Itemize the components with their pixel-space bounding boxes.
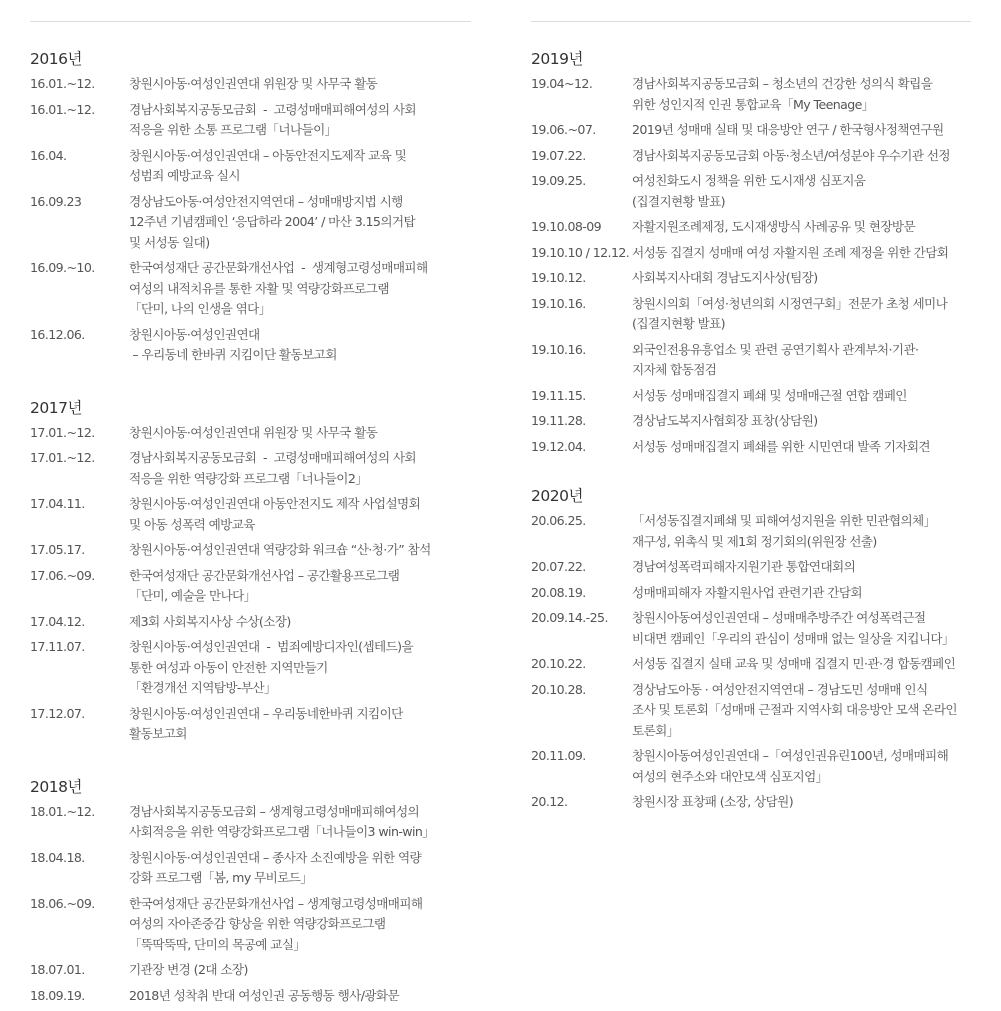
entry-description: [632, 792, 971, 813]
top-divider: [30, 21, 471, 22]
entry-line: 창원시아동·여성인권연대 – 우리동네한바퀴 지킴이단: [129, 705, 403, 721]
entry-line: 사회복지사대회 경남도지사상(팀장): [632, 270, 818, 285]
timeline-entry: [30, 448, 471, 489]
entry-description: [129, 704, 471, 745]
entry-description: [632, 583, 971, 604]
timeline-entry: [30, 146, 471, 187]
entry-line: 창원시의회「여성·청년의회 시정연구회」전문가 초청 세미나: [632, 295, 948, 311]
timeline-entry: [531, 268, 971, 289]
year-section: [30, 48, 471, 366]
entry-line: 제3회 사회복지사상 수상(소장): [129, 613, 291, 629]
entry-date: 19.04~12.: [531, 76, 593, 91]
entry-description: [129, 494, 471, 535]
entry-date: 17.01.~12.: [30, 424, 95, 440]
entry-date: 16.09.23: [30, 193, 82, 209]
entry-line: 적응을 위한 소통 프로그램「너나들이」: [129, 122, 337, 137]
entry-line: 「서성동집결지폐쇄 및 피해여성지원을 위한 민관협의체」: [632, 513, 936, 528]
entry-date: 19.10.16.: [531, 295, 586, 311]
entry-line: 여성의 자아존중감 향상을 위한 역량강화프로그램: [129, 916, 386, 931]
entry-line: 경상남도아동 · 여성안전지역연대 – 경남도민 성매매 인식: [632, 681, 928, 697]
timeline-entry: [531, 386, 971, 407]
entry-date: 17.06.~09.: [30, 567, 95, 583]
entry-description: [632, 243, 971, 264]
entry-line: 창원시아동·여성인권연대 – 종사자 소진예방을 위한 역량: [129, 849, 422, 865]
timeline-entry: [30, 802, 471, 843]
entry-line: 창원시아동여성인권연대 – 성매매추방주간 여성폭력근절: [632, 610, 926, 625]
entry-line: 자활지원조례제정, 도시재생방식 사례공유 및 현장방문: [632, 219, 916, 234]
entry-line: 「단미, 나의 인생을 엮다」: [129, 301, 271, 316]
history-column-left: [30, 0, 471, 1011]
entry-description: [129, 146, 471, 187]
entry-description: [129, 540, 471, 561]
entry-description: [632, 217, 971, 238]
year-heading: 2017년: [30, 398, 82, 417]
entry-date: 20.09.14.-25.: [531, 610, 608, 625]
entry-line: 통한 여성과 아동이 안전한 지역만들기: [129, 659, 328, 675]
entry-date: 18.01.~12.: [30, 803, 95, 819]
timeline-list: [30, 423, 471, 745]
entry-description: [632, 146, 971, 167]
entry-line: 창원시아동·여성인권연대 위원장 및 사무국 활동: [129, 76, 378, 91]
timeline-list: [531, 511, 971, 813]
timeline-entry: [30, 325, 471, 366]
entry-description: [632, 680, 971, 742]
entry-line: 경남사회복지공동모금회 아동·청소년/여성분야 우수기관 선정: [632, 147, 950, 163]
entry-description: [632, 746, 971, 787]
history-column-right: [531, 0, 971, 818]
entry-date: 20.11.09.: [531, 748, 586, 763]
entry-line: 성범죄 예방교육 실시: [129, 168, 240, 183]
entry-line: (집결지현황 발표): [632, 316, 725, 331]
entry-line: 한국여성재단 공간문화개선사업 – 공간활용프로그램: [129, 567, 400, 583]
timeline-entry: [30, 612, 471, 633]
timeline-entry: [531, 171, 971, 212]
timeline-entry: [30, 192, 471, 254]
entry-line: 창원시아동·여성인권연대 - 범죄예방디자인(셉테드)을: [129, 639, 414, 654]
entry-description: [129, 637, 471, 699]
entry-description: [129, 612, 471, 633]
entry-description: [632, 386, 971, 407]
entry-line: 창원시아동·여성인권연대 역량강화 워크숍 “산·청·가” 참석: [129, 542, 431, 557]
timeline-entry: [531, 583, 971, 604]
entry-line: 경상남도복지사협회장 표창(상담원): [632, 413, 818, 428]
entry-line: 토론회」: [632, 722, 679, 738]
entry-line: 경남사회복지공동모금회 - 고령성매매피해여성의 사회: [129, 450, 416, 465]
entry-line: 한국여성재단 공간문화개선사업 - 생계형고령성매매피해: [129, 260, 428, 275]
timeline-entry: [30, 100, 471, 141]
entry-description: [632, 171, 971, 212]
timeline-entry: [30, 258, 471, 320]
entry-line: 활동보고회: [129, 726, 187, 741]
entry-description: [129, 325, 471, 366]
timeline-entry: [531, 217, 971, 238]
timeline-entry: [30, 704, 471, 745]
entry-line: 창원시아동·여성인권연대 위원장 및 사무국 활동: [129, 424, 378, 440]
year-section: [531, 485, 971, 813]
entry-line: 강화 프로그램「봄, my 무비로드」: [129, 870, 313, 885]
entry-line: 12주년 기념캠페인 ‘응답하라 2004’ / 마산 3.15의거탑: [129, 214, 416, 229]
entry-line: 여성의 내적치유를 통한 자활 및 역량강화프로그램: [129, 280, 389, 296]
entry-date: 18.06.~09.: [30, 895, 95, 911]
entry-date: 19.12.04.: [531, 438, 586, 454]
timeline-entry: [531, 654, 971, 675]
year-heading: 2020년: [531, 487, 583, 505]
entry-description: [129, 258, 471, 320]
timeline-entry: [30, 894, 471, 956]
entry-line: 「환경개선 지역탐방-부산」: [129, 680, 276, 695]
timeline-entry: [531, 608, 971, 649]
entry-description: [632, 608, 971, 649]
timeline-entry: [30, 423, 471, 444]
entry-date: 20.10.22.: [531, 656, 586, 671]
entry-description: [632, 120, 971, 141]
year-section: [30, 776, 471, 1007]
entry-description: [129, 802, 471, 843]
entry-line: 「뚝딱뚝딱, 단미의 목공예 교실」: [129, 936, 306, 952]
timeline-entry: [531, 557, 971, 578]
timeline-entry: [531, 340, 971, 381]
entry-line: 경남사회복지공동모금회 – 생계형고령성매매피해여성의: [129, 803, 420, 819]
entry-line: – 우리동네 한바퀴 지킴이단 활동보고회: [129, 347, 337, 362]
entry-line: 기관장 변경 (2대 소장): [129, 962, 248, 977]
entry-date: 19.06.~07.: [531, 122, 596, 137]
entry-date: 16.09.~10.: [30, 260, 95, 275]
entry-date: 20.12.: [531, 794, 568, 809]
entry-date: 20.06.25.: [531, 513, 586, 528]
entry-date: 18.04.18.: [30, 849, 85, 865]
entry-line: 사회적응을 위한 역량강화프로그램「너나들이3 win-win」: [129, 824, 435, 839]
left-year-sections: [30, 48, 471, 1006]
entry-date: 17.01.~12.: [30, 450, 95, 465]
entry-date: 19.09.25.: [531, 173, 586, 188]
entry-description: [129, 986, 471, 1007]
entry-date: 17.04.12.: [30, 613, 85, 629]
timeline-list: [531, 74, 971, 457]
entry-date: 20.08.19.: [531, 584, 586, 600]
top-divider: [531, 21, 971, 22]
entry-date: 16.12.06.: [30, 326, 85, 342]
entry-line: 서성동 집결지 실태 교육 및 성매매 집결지 민·관·경 합동캠페인: [632, 656, 956, 671]
entry-description: [129, 423, 471, 444]
entry-date: 19.11.15.: [531, 387, 586, 403]
year-section: [30, 397, 471, 745]
entry-description: [632, 74, 971, 115]
entry-line: 경상남도아동·여성안전지역연대 – 성매매방지법 시행: [129, 193, 403, 209]
entry-line: 외국인전용유흥업소 및 관련 공연기획사 관계부처·기관·: [632, 341, 919, 357]
entry-description: [632, 411, 971, 432]
entry-line: 창원시아동여성인권연대 –「여성인권유린100년, 성매매피해: [632, 748, 949, 763]
timeline-entry: [531, 146, 971, 167]
timeline-entry: [531, 680, 971, 742]
entry-line: 「단미, 예술을 만나다」: [129, 588, 256, 603]
entry-description: [632, 654, 971, 675]
entry-line: 한국여성재단 공간문화개선사업 – 생계형고령성매매피해: [129, 895, 423, 911]
entry-line: 서성동 성매매집결지 폐쇄를 위한 시민연대 발족 기자회견: [632, 438, 930, 454]
entry-line: 경남사회복지공동모금회 - 고령성매매피해여성의 사회: [129, 101, 416, 117]
entry-line: 2019년 성매매 실태 및 대응방안 연구 / 한국형사정책연구원: [632, 122, 944, 137]
timeline-list: [30, 74, 471, 366]
entry-description: [632, 340, 971, 381]
year-heading: 2016년: [30, 50, 82, 68]
entry-description: [129, 448, 471, 489]
timeline-entry: [531, 294, 971, 335]
entry-line: 창원시장 표창패 (소장, 상담원): [632, 794, 794, 809]
entry-line: 여성친화도시 정책을 위한 도시재생 심포지움: [632, 173, 866, 188]
entry-description: [632, 557, 971, 578]
entry-date: 19.10.16.: [531, 341, 586, 357]
entry-line: 위한 성인지적 인권 통합교육「My Teenage」: [632, 96, 874, 112]
entry-date: 18.09.19.: [30, 987, 85, 1003]
entry-line: 서성동 집결지 성매매 여성 자활지원 조례 제정을 위한 간담회: [632, 244, 949, 260]
entry-description: [129, 566, 471, 607]
entry-date: 19.10.10 / 12.12.: [531, 244, 630, 260]
entry-line: (집결지현황 발표): [632, 193, 725, 209]
entry-description: [632, 437, 971, 458]
entry-date: 17.12.07.: [30, 705, 85, 721]
entry-date: 16.01.~12.: [30, 76, 95, 91]
year-section: [531, 48, 971, 457]
entry-date: 19.07.22.: [531, 147, 586, 163]
timeline-entry: [30, 74, 471, 95]
entry-date: 19.10.12.: [531, 270, 586, 285]
timeline-entry: [531, 511, 971, 552]
entry-line: 및 서성동 일대): [129, 234, 210, 250]
entry-date: 20.10.28.: [531, 681, 586, 697]
entry-description: [632, 511, 971, 552]
entry-line: 성매매피해자 자활지원사업 관련기관 간담회: [632, 584, 862, 600]
entry-description: [632, 294, 971, 335]
timeline-entry: [531, 792, 971, 813]
entry-date: 16.01.~12.: [30, 101, 95, 117]
entry-line: 여성의 현주소와 대안모색 심포지엄」: [632, 768, 828, 784]
timeline-entry: [30, 540, 471, 561]
entry-line: 경남여성폭력피해자지원기관 통합연대회의: [632, 559, 856, 574]
entry-line: 2018년 성착취 반대 여성인권 공동행동 행사/광화문: [129, 987, 400, 1003]
entry-description: [129, 848, 471, 889]
timeline-entry: [531, 74, 971, 115]
timeline-entry: [30, 566, 471, 607]
entry-line: 비대면 캠페인「우리의 관심이 성매매 없는 일상을 지킵니다」: [632, 630, 954, 646]
timeline-entry: [531, 437, 971, 458]
entry-date: 17.11.07.: [30, 639, 85, 654]
year-heading: 2018년: [30, 777, 82, 796]
entry-date: 19.10.08-09: [531, 219, 602, 234]
entry-line: 창원시아동·여성인권연대 – 아동안전지도제작 교육 및: [129, 147, 407, 163]
entry-line: 지자체 합동점검: [632, 362, 717, 377]
timeline-entry: [30, 494, 471, 535]
entry-date: 17.04.11.: [30, 496, 85, 511]
timeline-list: [30, 802, 471, 1007]
timeline-entry: [30, 986, 471, 1007]
timeline-entry: [30, 637, 471, 699]
entry-date: 19.11.28.: [531, 413, 586, 428]
entry-description: [129, 192, 471, 254]
timeline-entry: [531, 411, 971, 432]
entry-line: 조사 및 토론회「성매매 근절과 지역사회 대응방안 모색 온라인: [632, 702, 957, 717]
entry-description: [129, 894, 471, 956]
entry-description: [129, 74, 471, 95]
timeline-entry: [30, 848, 471, 889]
entry-description: [632, 268, 971, 289]
entry-date: 17.05.17.: [30, 542, 85, 557]
entry-description: [129, 100, 471, 141]
timeline-entry: [531, 243, 971, 264]
timeline-entry: [30, 960, 471, 981]
entry-date: 20.07.22.: [531, 559, 586, 574]
entry-line: 경남사회복지공동모금회 – 청소년의 건강한 성의식 확립을: [632, 76, 933, 91]
timeline-entry: [531, 746, 971, 787]
entry-line: 서성동 성매매집결지 폐쇄 및 성매매근절 연합 캠페인: [632, 387, 907, 403]
timeline-entry: [531, 120, 971, 141]
entry-line: 적응을 위한 역량강화 프로그램「너나들이2」: [129, 470, 368, 486]
entry-line: 창원시아동·여성인권연대 아동안전지도 제작 사업설명회: [129, 496, 421, 511]
entry-date: 18.07.01.: [30, 962, 85, 977]
entry-line: 및 아동 성폭력 예방교육: [129, 516, 255, 532]
entry-line: 창원시아동·여성인권연대: [129, 326, 260, 342]
entry-line: 재구성, 위촉식 및 제1회 정기회의(위원장 선출): [632, 533, 877, 549]
entry-description: [129, 960, 471, 981]
right-year-sections: [531, 48, 971, 813]
entry-date: 16.04.: [30, 147, 67, 163]
year-heading: 2019년: [531, 50, 583, 68]
